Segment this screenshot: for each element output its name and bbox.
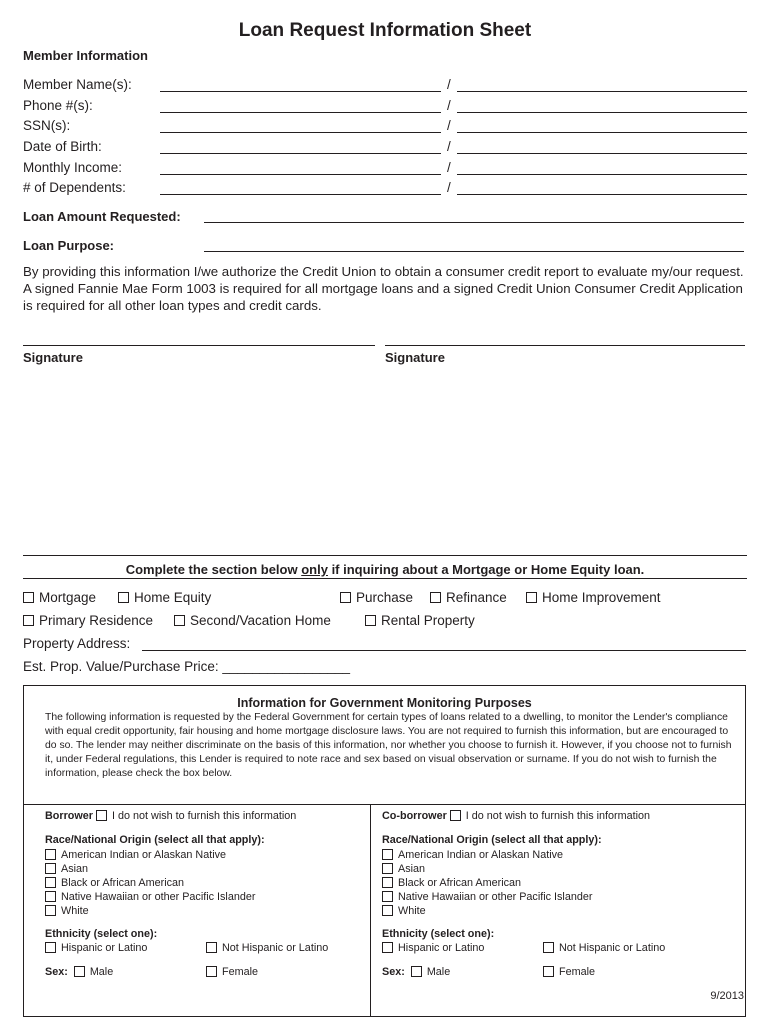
checkbox[interactable]: [382, 891, 393, 902]
option-label: Home Improvement: [542, 590, 661, 605]
ssn-field-2[interactable]: [457, 132, 747, 133]
signature-label-1: Signature: [23, 350, 83, 365]
phone-label: Phone #(s):: [23, 98, 93, 113]
section-divider-bottom: [23, 578, 747, 579]
option-label: Mortgage: [39, 590, 97, 605]
slash: /: [447, 139, 451, 154]
checkbox[interactable]: [206, 966, 217, 977]
ssn-label: SSN(s):: [23, 118, 71, 133]
checkbox[interactable]: [206, 942, 217, 953]
divider: [24, 804, 745, 805]
race-option[interactable]: [382, 876, 592, 890]
sex-option-label: Female: [222, 966, 259, 978]
loan-purpose-field[interactable]: [204, 251, 744, 252]
slash: /: [447, 160, 451, 175]
coborrower-sex-row: [382, 966, 450, 978]
borrower-sex-option[interactable]: [206, 966, 258, 978]
race-label: White: [61, 905, 89, 917]
ethnicity-label: Hispanic or Latino: [398, 942, 485, 954]
borrower-label: Borrower: [45, 810, 93, 822]
checkbox[interactable]: [45, 942, 56, 953]
option-label: Primary Residence: [39, 613, 154, 628]
option-primary-residence[interactable]: [23, 613, 153, 628]
coborrower-race-list: [382, 848, 592, 918]
race-label: Asian: [61, 863, 89, 875]
race-option[interactable]: [382, 904, 592, 918]
race-option[interactable]: [382, 890, 592, 904]
checkbox[interactable]: [74, 966, 85, 977]
coborrower-ethnicity-option[interactable]: [382, 942, 484, 954]
race-option[interactable]: [45, 904, 255, 918]
divider: [370, 804, 371, 1016]
checkbox[interactable]: [411, 966, 422, 977]
slash: /: [447, 180, 451, 195]
heading-post: if inquiring about a Mortgage or Home Equity loan.: [327, 562, 645, 577]
option-mortgage[interactable]: [23, 590, 96, 605]
checkbox[interactable]: [23, 615, 34, 626]
phone-field-2[interactable]: [457, 112, 747, 113]
heading-emphasis: only: [301, 562, 328, 577]
option-home-equity[interactable]: [118, 590, 211, 605]
checkbox[interactable]: [382, 849, 393, 860]
gov-monitoring-box: [23, 685, 746, 1017]
checkbox[interactable]: [543, 942, 554, 953]
race-label: Black or African American: [61, 877, 185, 889]
race-label: Native Hawaiian or other Pacific Islander: [398, 891, 593, 903]
checkbox[interactable]: [430, 592, 441, 603]
checkbox[interactable]: [45, 905, 56, 916]
checkbox[interactable]: [23, 592, 34, 603]
option-label: Home Equity: [134, 590, 212, 605]
race-label: Native Hawaiian or other Pacific Islander: [61, 891, 256, 903]
member-name-label: Member Name(s):: [23, 77, 132, 92]
loan-amount-field[interactable]: [204, 222, 744, 223]
borrower-header: [45, 810, 296, 822]
sex-option-label: Male: [426, 966, 451, 978]
property-address-field[interactable]: [142, 650, 746, 651]
coborrower-sex-option[interactable]: [543, 966, 595, 978]
option-label: Purchase: [356, 590, 414, 605]
signature-line-1[interactable]: [23, 345, 375, 346]
dob-field-1[interactable]: [160, 153, 441, 154]
coborrower-race-heading: Race/National Origin (select all that apply):: [382, 834, 602, 846]
borrower-race-list: [45, 848, 255, 918]
sex-option-label: Male: [89, 966, 114, 978]
borrower-race-heading: Race/National Origin (select all that apply):: [45, 834, 265, 846]
option-second-home[interactable]: [174, 613, 331, 628]
checkbox[interactable]: [45, 863, 56, 874]
checkbox[interactable]: [382, 877, 393, 888]
coborrower-no-furnish-checkbox[interactable]: [450, 810, 461, 821]
option-rental-property[interactable]: [365, 613, 475, 628]
property-address-label: Property Address:: [23, 636, 131, 651]
slash: /: [447, 118, 451, 133]
checkbox[interactable]: [526, 592, 537, 603]
checkbox[interactable]: [382, 942, 393, 953]
checkbox[interactable]: [45, 849, 56, 860]
member-info-heading: Member Information: [23, 48, 148, 63]
signature-line-2[interactable]: [385, 345, 745, 346]
ssn-field-1[interactable]: [160, 132, 441, 133]
race-option[interactable]: [382, 862, 592, 876]
slash: /: [447, 98, 451, 113]
race-option[interactable]: [45, 876, 255, 890]
option-label: Refinance: [446, 590, 507, 605]
ethnicity-label: Hispanic or Latino: [61, 942, 148, 954]
race-label: American Indian or Alaskan Native: [61, 849, 227, 861]
ethnicity-label: Not Hispanic or Latino: [559, 942, 666, 954]
race-label: Black or African American: [398, 877, 522, 889]
no-furnish-label: I do not wish to furnish this information: [465, 810, 651, 822]
race-label: American Indian or Alaskan Native: [398, 849, 564, 861]
race-option[interactable]: [382, 848, 592, 862]
slash: /: [447, 77, 451, 92]
heading-pre: Complete the section below: [125, 562, 302, 577]
dob-label: Date of Birth:: [23, 139, 102, 154]
borrower-ethnicity-heading: Ethnicity (select one):: [45, 928, 158, 940]
race-label: White: [398, 905, 426, 917]
option-label: Rental Property: [381, 613, 475, 628]
dependents-field-2[interactable]: [457, 194, 747, 195]
est-value-label: Est. Prop. Value/Purchase Price: _________________: [23, 659, 350, 674]
checkbox[interactable]: [382, 905, 393, 916]
section-divider-top: [23, 555, 747, 556]
borrower-no-furnish-checkbox[interactable]: [96, 810, 107, 821]
dependents-label: # of Dependents:: [23, 180, 126, 195]
race-option[interactable]: [45, 890, 255, 904]
race-option[interactable]: [45, 848, 255, 862]
gov-monitoring-text: The following information is requested by the Federal Government for certain types of loans related to a dwelling, to monitor the Lender's compliance with equal credit opportunity, fair housing and home mortgage disclosure laws. You are not required to furnish this information, but are encouraged to do so. The lender may neither discriminate on the basis of this information, nor whether you choose to furnish it. However, if you choose not to furnish it, under Federal regulations, this Lender is required to note race and sex based on visual observation or surname. If you do not wish to furnish the information, please check the box below.: [45, 712, 732, 779]
no-furnish-label: I do not wish to furnish this information: [112, 810, 297, 822]
ethnicity-label: Not Hispanic or Latino: [222, 942, 329, 954]
phone-field-1[interactable]: [160, 112, 441, 113]
income-field-1[interactable]: [160, 174, 441, 175]
borrower-ethnicity-option[interactable]: [206, 942, 328, 954]
checkbox[interactable]: [382, 863, 393, 874]
checkbox[interactable]: [174, 615, 185, 626]
checkbox[interactable]: [45, 877, 56, 888]
authorization-text: By providing this information I/we authorize the Credit Union to obtain a consumer credit report to evaluate my/our request. A signed Fannie Mae Form 1003 is required for all mortgage loans and a signed Credit Union Consumer Credit Application is required for all other loan types and credit cards.: [23, 264, 744, 313]
dependents-field-1[interactable]: [160, 194, 441, 195]
member-name-field-2[interactable]: [457, 91, 747, 92]
mortgage-section-heading: [0, 562, 770, 577]
member-name-field-1[interactable]: [160, 91, 441, 92]
income-label: Monthly Income:: [23, 160, 123, 175]
checkbox[interactable]: [340, 592, 351, 603]
dob-field-2[interactable]: [457, 153, 747, 154]
race-label: Asian: [398, 863, 426, 875]
gov-monitoring-title: Information for Government Monitoring Purposes: [237, 696, 532, 710]
coborrower-ethnicity-heading: Ethnicity (select one):: [382, 928, 495, 940]
checkbox[interactable]: [118, 592, 129, 603]
borrower-sex-row: [45, 966, 113, 978]
checkbox[interactable]: [45, 891, 56, 902]
sex-label: Sex:: [382, 966, 405, 978]
income-field-2[interactable]: [457, 174, 747, 175]
loan-amount-label: Loan Amount Requested:: [23, 209, 181, 224]
coborrower-ethnicity-option[interactable]: [543, 942, 665, 954]
borrower-ethnicity-option[interactable]: [45, 942, 147, 954]
footer-date: 9/2013: [710, 990, 744, 1002]
signature-label-2: Signature: [385, 350, 445, 365]
sex-label: Sex:: [45, 966, 68, 978]
option-refinance[interactable]: [430, 590, 507, 605]
option-purchase[interactable]: [340, 590, 413, 605]
race-option[interactable]: [45, 862, 255, 876]
option-label: Second/Vacation Home: [190, 613, 331, 628]
coborrower-label: Co-borrower: [382, 810, 447, 822]
checkbox[interactable]: [365, 615, 376, 626]
option-home-improvement[interactable]: [526, 590, 661, 605]
page-title: Loan Request Information Sheet: [238, 20, 532, 41]
sex-option-label: Female: [559, 966, 596, 978]
coborrower-header: [382, 810, 650, 822]
loan-purpose-label: Loan Purpose:: [23, 238, 115, 253]
checkbox[interactable]: [543, 966, 554, 977]
